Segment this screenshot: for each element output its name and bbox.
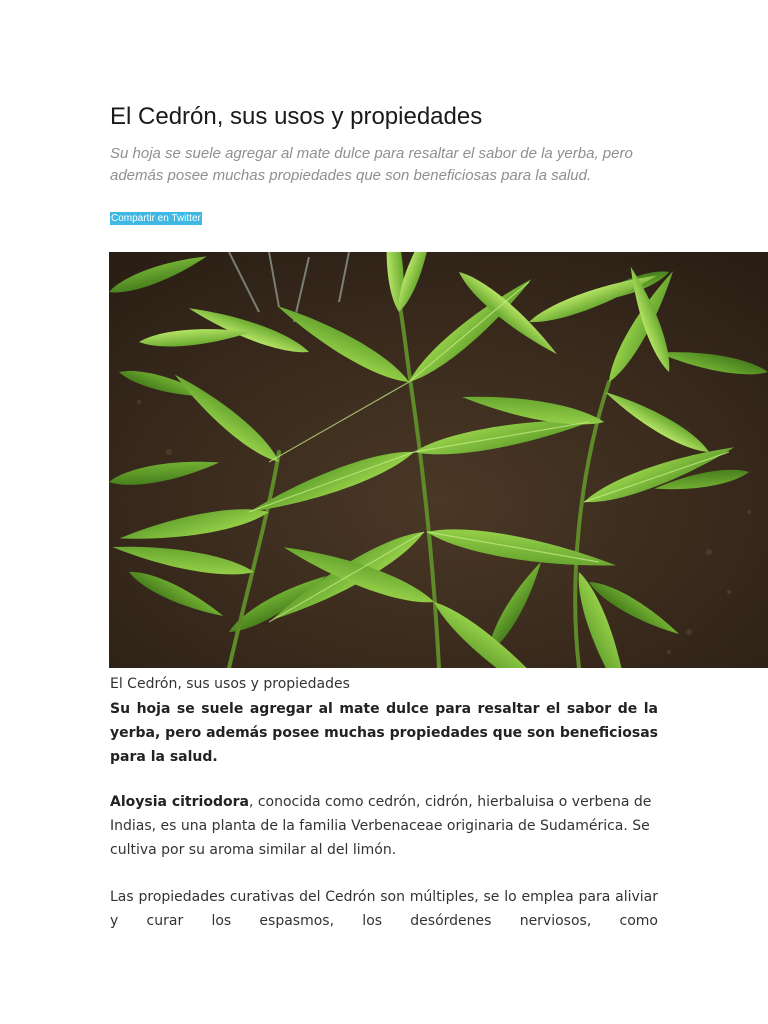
species-description: , conocida como cedrón, cidrón, hierbaluisa o verbena de Indias, es una planta de la familia Verbenaceae originaria de Sudamérica. Se cultiva por su aroma similar al del limón. — [110, 794, 652, 858]
image-caption: El Cedrón, sus usos y propiedades — [110, 676, 350, 692]
paragraph-species — [110, 790, 658, 862]
species-name: Aloysia citriodora — [110, 794, 249, 810]
plant-illustration — [109, 252, 768, 668]
article-title: El Cedrón, sus usos y propiedades — [110, 103, 483, 130]
article-subtitle: Su hoja se suele agregar al mate dulce para resaltar el sabor de la yerba, pero además posee muchas propiedades que son beneficiosas para la salud. — [110, 145, 633, 184]
paragraph-properties: Las propiedades curativas del Cedrón son múltiples, se lo emplea para aliviar y curar los espasmos, los desórdenes nerviosos, como — [110, 889, 658, 929]
lemon-verbena-photo — [109, 252, 768, 668]
article-lead: Su hoja se suele agregar al mate dulce para resaltar el sabor de la yerba, pero además posee muchas propiedades que son beneficiosas para la salud. — [110, 701, 659, 765]
share-twitter-link[interactable]: Compartir en Twitter — [111, 213, 201, 224]
